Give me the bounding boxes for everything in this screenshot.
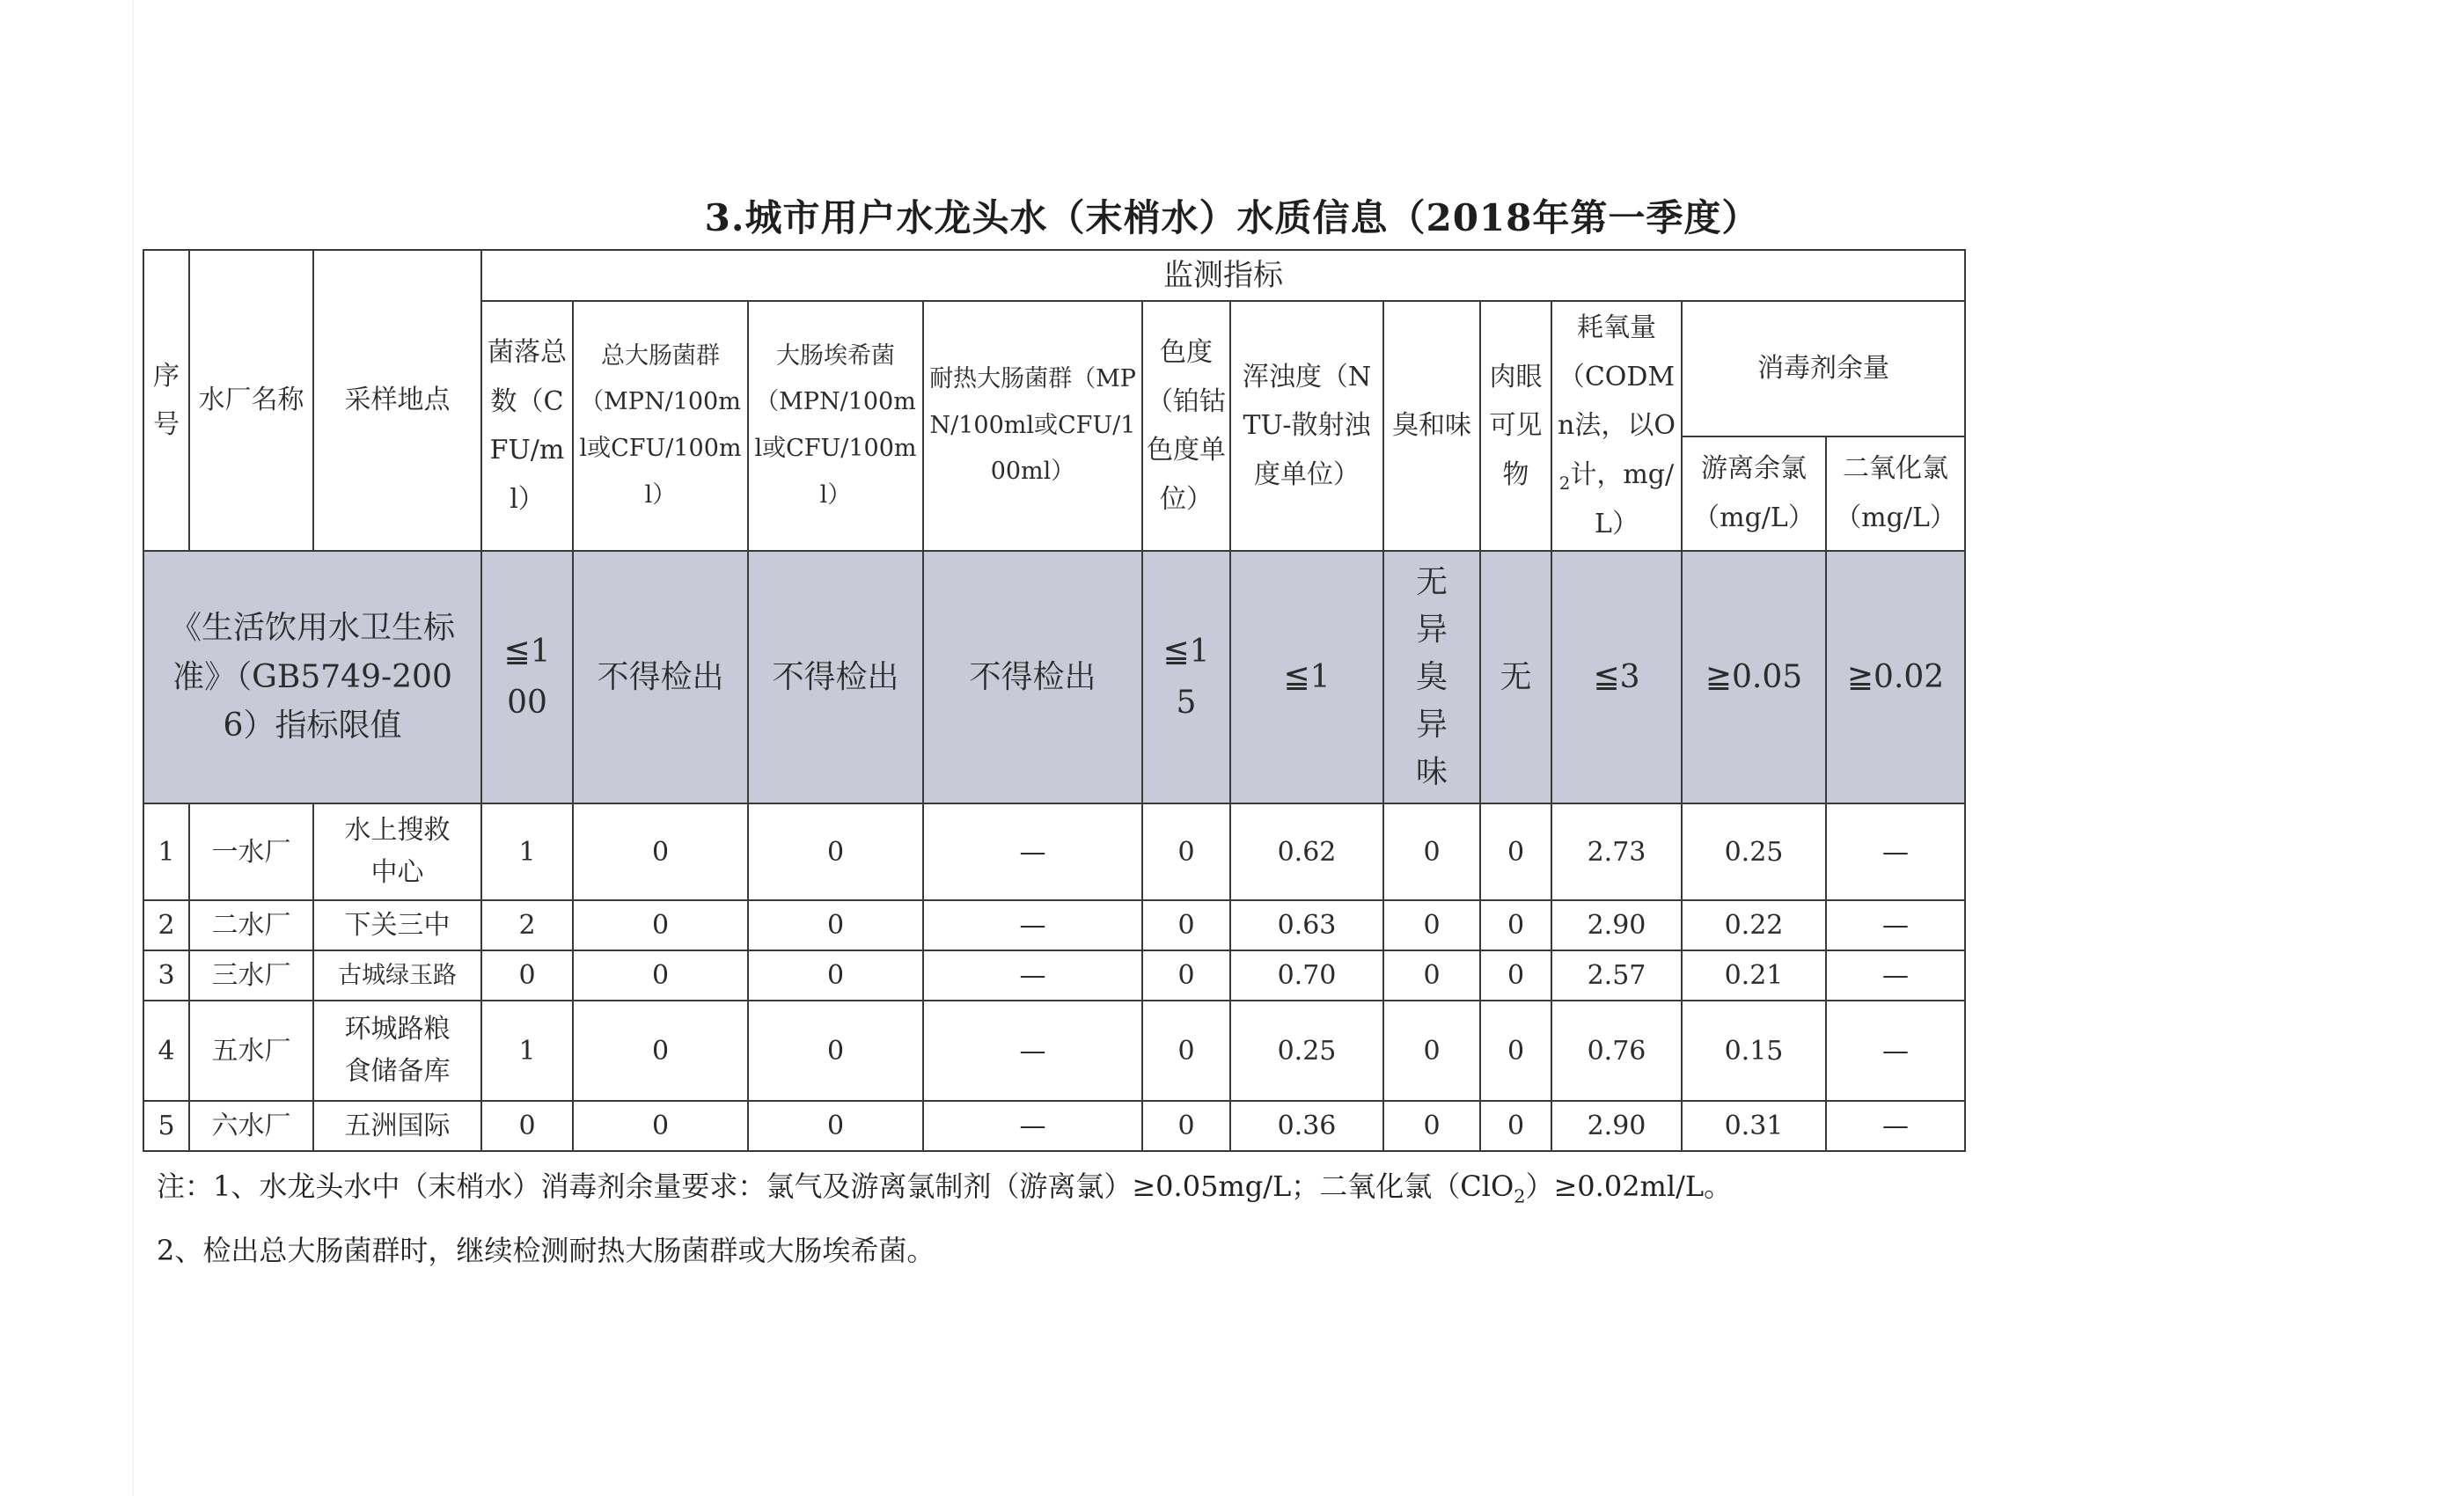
header-oxygen-tail: 计，mg/L）: [1570, 458, 1675, 539]
table-row: [143, 900, 1965, 950]
cell-coliform: 0: [573, 1101, 748, 1151]
cell-plant: 一水厂: [189, 803, 313, 900]
cell-color: 0: [1142, 950, 1230, 1001]
cell-visible: 0: [1480, 1001, 1551, 1101]
cell-oxygen: 2.73: [1551, 803, 1682, 900]
cell-thermo: —: [923, 803, 1142, 900]
page-title: 3.城市用户水龙头水（末梢水）水质信息（2018年第一季度）: [704, 196, 1760, 239]
cell-site: 环城路粮食储备库: [313, 1001, 481, 1101]
cell-odor: 0: [1383, 950, 1480, 1001]
cell-turbidity: 0.62: [1230, 803, 1383, 900]
cell-visible: 0: [1480, 1101, 1551, 1151]
header-free-chlorine: 游离余氯（mg/L）: [1682, 436, 1826, 551]
cell-site: 五洲国际: [313, 1101, 481, 1151]
header-row-1: [143, 250, 1965, 301]
water-quality-table: [143, 249, 1966, 1152]
cell-oxygen: 2.90: [1551, 900, 1682, 950]
cell-colony: 1: [481, 1001, 573, 1101]
header-disinfectant: 消毒剂余量: [1682, 301, 1965, 436]
header-coliform: 总大肠菌群（MPN/100ml或CFU/100ml）: [573, 301, 748, 551]
cell-site: 古城绿玉路: [313, 950, 481, 1001]
header-visible: 肉眼可见物: [1480, 301, 1551, 551]
header-chlorine-dioxide: 二氧化氯（mg/L）: [1826, 436, 1965, 551]
cell-odor: 0: [1383, 803, 1480, 900]
cell-turbidity: 0.70: [1230, 950, 1383, 1001]
cell-thermo: —: [923, 1001, 1142, 1101]
cell-turbidity: 0.36: [1230, 1101, 1383, 1151]
cell-odor: 0: [1383, 900, 1480, 950]
note-line-1-tail: ）≥0.02ml/L。: [1525, 1170, 1733, 1203]
standard-oxygen: ≦3: [1551, 551, 1682, 803]
cell-colony: 0: [481, 950, 573, 1001]
cell-seq: 4: [143, 1001, 189, 1101]
table-row: [143, 950, 1965, 1001]
cell-color: 0: [1142, 1101, 1230, 1151]
header-oxygen-main: 耗氧量（CODMn法，以O: [1558, 312, 1676, 441]
standard-thermo: 不得检出: [923, 551, 1142, 803]
cell-color: 0: [1142, 900, 1230, 950]
cell-plant: 三水厂: [189, 950, 313, 1001]
notes: [157, 1159, 1732, 1278]
standard-label: 《生活饮用水卫生标准》（GB5749-2006）指标限值: [143, 551, 481, 803]
note-line-1-main: 注：1、水龙头水中（末梢水）消毒剂余量要求：氯气及游离氯制剂（游离氯）≥0.05mg/L；二氧化氯（ClO: [157, 1170, 1514, 1203]
cell-thermo: —: [923, 950, 1142, 1001]
header-oxygen: [1551, 301, 1682, 551]
cell-oxygen: 2.90: [1551, 1101, 1682, 1151]
note-line-1-subscript: 2: [1514, 1185, 1526, 1207]
cell-coliform: 0: [573, 1001, 748, 1101]
cell-seq: 1: [143, 803, 189, 900]
cell-color: 0: [1142, 803, 1230, 900]
cell-colony: 1: [481, 803, 573, 900]
cell-free-chlorine: 0.31: [1682, 1101, 1826, 1151]
cell-seq: 2: [143, 900, 189, 950]
cell-ecoli: 0: [748, 900, 923, 950]
cell-color: 0: [1142, 1001, 1230, 1101]
cell-free-chlorine: 0.15: [1682, 1001, 1826, 1101]
standard-color: ≦15: [1142, 551, 1230, 803]
standard-chlorine-dioxide: ≧0.02: [1826, 551, 1965, 803]
water-quality-table-wrapper: [143, 249, 1964, 1152]
cell-plant: 六水厂: [189, 1101, 313, 1151]
header-odor: 臭和味: [1383, 301, 1480, 551]
cell-coliform: 0: [573, 950, 748, 1001]
standard-colony: ≦100: [481, 551, 573, 803]
cell-visible: 0: [1480, 900, 1551, 950]
cell-coliform: 0: [573, 803, 748, 900]
header-color: 色度（铂钴色度单位）: [1142, 301, 1230, 551]
cell-coliform: 0: [573, 900, 748, 950]
standard-coliform: 不得检出: [573, 551, 748, 803]
header-oxygen-subscript: 2: [1558, 473, 1571, 494]
header-ecoli: 大肠埃希菌（MPN/100ml或CFU/100ml）: [748, 301, 923, 551]
header-monitoring: 监测指标: [481, 250, 1965, 301]
cell-seq: 5: [143, 1101, 189, 1151]
table-row: [143, 1101, 1965, 1151]
cell-thermo: —: [923, 900, 1142, 950]
standard-visible: 无: [1480, 551, 1551, 803]
table-row: [143, 803, 1965, 900]
standard-odor: 无异臭异味: [1383, 551, 1480, 803]
note-line-1: [157, 1159, 1732, 1223]
cell-turbidity: 0.25: [1230, 1001, 1383, 1101]
cell-site: 水上搜救中心: [313, 803, 481, 900]
standard-free-chlorine: ≧0.05: [1682, 551, 1826, 803]
cell-visible: 0: [1480, 950, 1551, 1001]
cell-free-chlorine: 0.22: [1682, 900, 1826, 950]
note-line-2: 2、检出总大肠菌群时，继续检测耐热大肠菌群或大肠埃希菌。: [157, 1234, 935, 1268]
cell-ecoli: 0: [748, 1001, 923, 1101]
cell-oxygen: 2.57: [1551, 950, 1682, 1001]
header-site: 采样地点: [313, 250, 481, 551]
cell-chlorine-dioxide: —: [1826, 1001, 1965, 1101]
cell-chlorine-dioxide: —: [1826, 1101, 1965, 1151]
cell-seq: 3: [143, 950, 189, 1001]
cell-chlorine-dioxide: —: [1826, 900, 1965, 950]
cell-free-chlorine: 0.25: [1682, 803, 1826, 900]
header-turbidity: 浑浊度（NTU-散射浊度单位）: [1230, 301, 1383, 551]
header-colony: 菌落总数（CFU/ml）: [481, 301, 573, 551]
cell-colony: 0: [481, 1101, 573, 1151]
header-plant: 水厂名称: [189, 250, 313, 551]
cell-plant: 二水厂: [189, 900, 313, 950]
cell-turbidity: 0.63: [1230, 900, 1383, 950]
table-row: [143, 1001, 1965, 1101]
cell-thermo: —: [923, 1101, 1142, 1151]
cell-visible: 0: [1480, 803, 1551, 900]
cell-ecoli: 0: [748, 1101, 923, 1151]
cell-odor: 0: [1383, 1101, 1480, 1151]
standard-row: [143, 551, 1965, 803]
cell-chlorine-dioxide: —: [1826, 950, 1965, 1001]
cell-odor: 0: [1383, 1001, 1480, 1101]
header-thermo: 耐热大肠菌群（MPN/100ml或CFU/100ml）: [923, 301, 1142, 551]
standard-ecoli: 不得检出: [748, 551, 923, 803]
cell-free-chlorine: 0.21: [1682, 950, 1826, 1001]
cell-ecoli: 0: [748, 950, 923, 1001]
cell-colony: 2: [481, 900, 573, 950]
cell-plant: 五水厂: [189, 1001, 313, 1101]
cell-oxygen: 0.76: [1551, 1001, 1682, 1101]
header-seq: 序号: [143, 250, 189, 551]
cell-ecoli: 0: [748, 803, 923, 900]
standard-turbidity: ≦1: [1230, 551, 1383, 803]
cell-site: 下关三中: [313, 900, 481, 950]
cell-chlorine-dioxide: —: [1826, 803, 1965, 900]
